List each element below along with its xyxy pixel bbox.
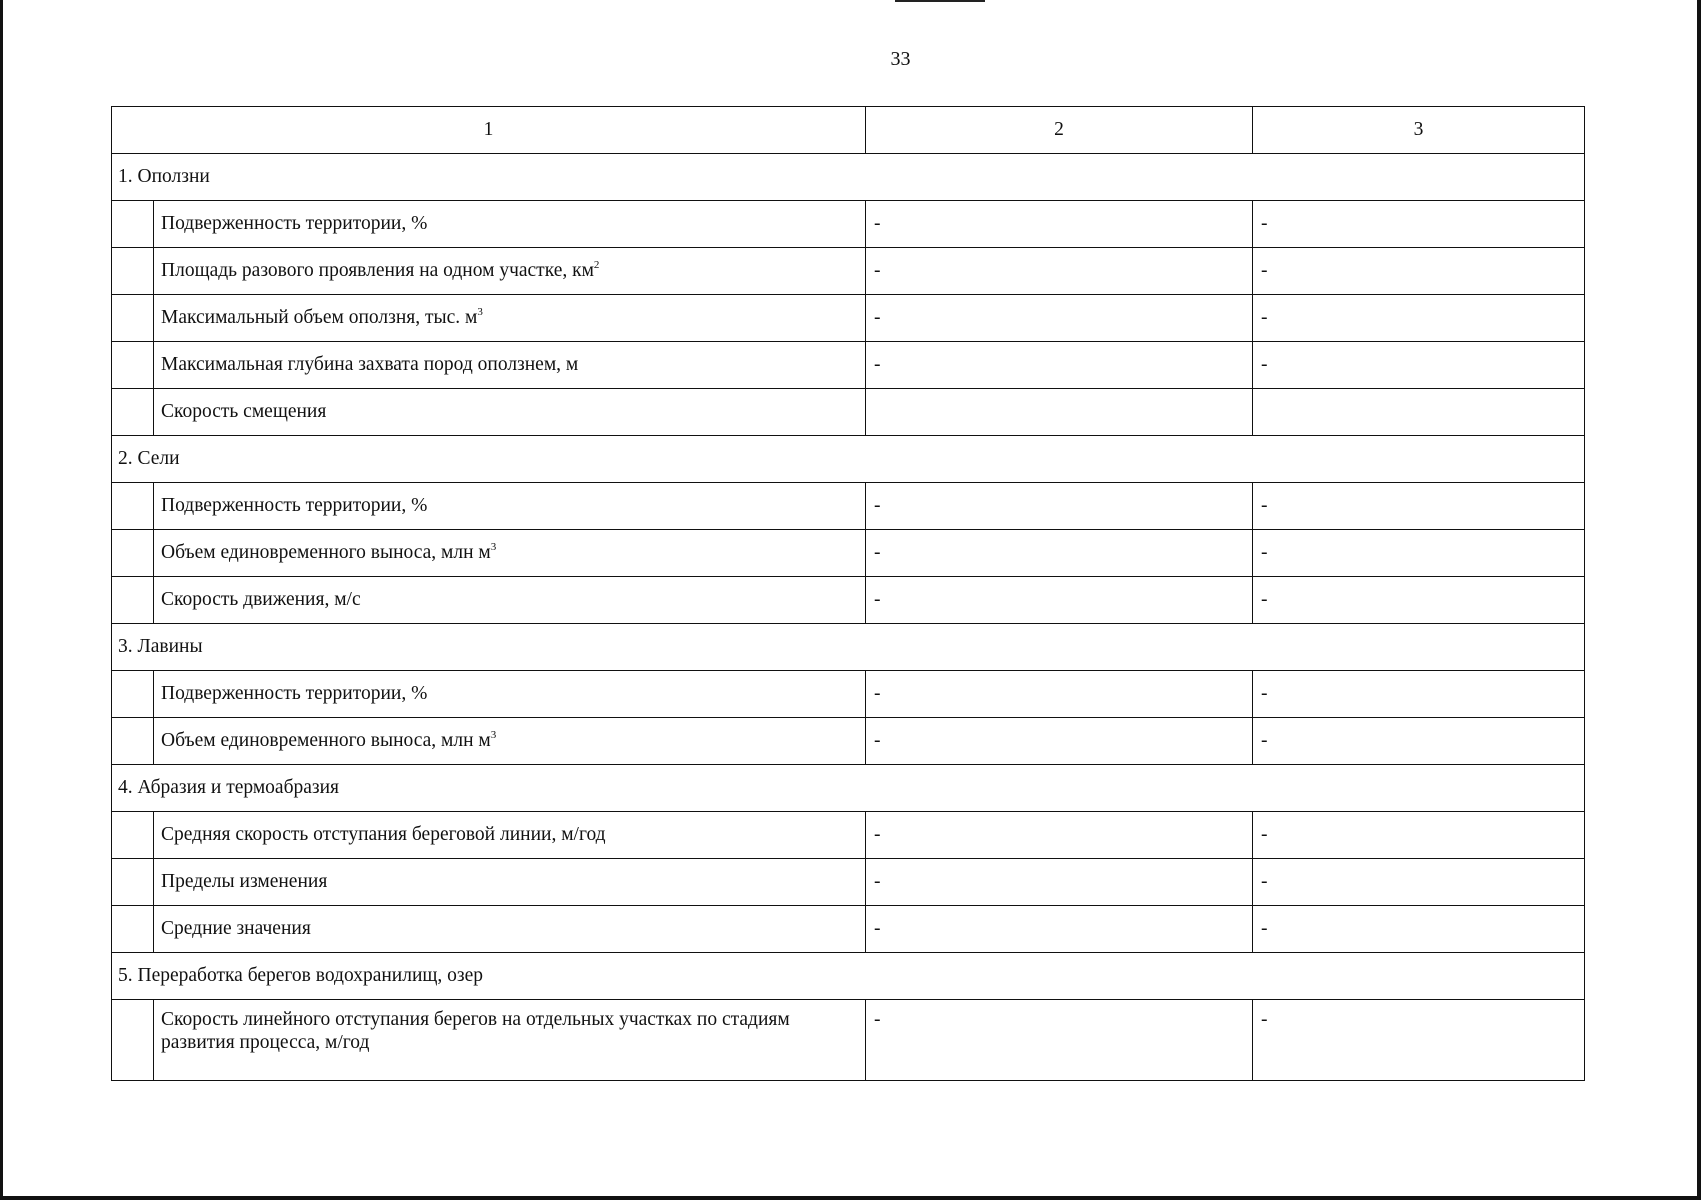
parameter-label-cell [154, 483, 866, 530]
value-col-2: - [866, 295, 1253, 342]
indent-cell [112, 906, 154, 953]
value-col-3 [1253, 389, 1585, 436]
section-title: 3. Лавины [112, 624, 1585, 671]
table-row [112, 671, 1585, 718]
indent-cell [112, 295, 154, 342]
scan-top-mark [895, 0, 985, 2]
parameter-label-cell [154, 295, 866, 342]
section-title: 2. Сели [112, 436, 1585, 483]
table-row [112, 906, 1585, 953]
table-row [112, 812, 1585, 859]
table-row [112, 859, 1585, 906]
table-row [112, 201, 1585, 248]
header-col-1: 1 [112, 107, 866, 154]
parameter-label: Подверженность территории, % [161, 495, 428, 517]
parameter-label: Объем единовременного выноса, млн м [161, 542, 491, 564]
scan-right-edge [1697, 0, 1701, 1200]
header-col-3: 3 [1253, 107, 1585, 154]
parameter-label-cell [154, 812, 866, 859]
parameter-label: Максимальная глубина захвата пород оползнем, м [161, 354, 579, 376]
table-row [112, 1000, 1585, 1081]
value-col-3: - [1253, 201, 1585, 248]
indent-cell [112, 1000, 154, 1081]
parameter-label-cell [154, 1000, 866, 1081]
value-col-3: - [1253, 859, 1585, 906]
parameter-label-cell [154, 248, 866, 295]
value-col-3: - [1253, 483, 1585, 530]
parameter-label-cell [154, 201, 866, 248]
section-title: 5. Переработка берегов водохранилищ, озер [112, 953, 1585, 1000]
parameter-label: Средняя скорость отступания береговой линии, м/год [161, 824, 606, 846]
value-col-2: - [866, 1000, 1253, 1081]
value-col-2: - [866, 718, 1253, 765]
table-header-row [112, 107, 1585, 154]
section-title: 1. Оползни [112, 154, 1585, 201]
table-row [112, 295, 1585, 342]
indent-cell [112, 718, 154, 765]
value-col-3: - [1253, 812, 1585, 859]
section-row [112, 436, 1585, 483]
table-row [112, 342, 1585, 389]
scan-bottom-edge [0, 1196, 1701, 1200]
parameter-label: Скорость смещения [161, 401, 327, 423]
indent-cell [112, 201, 154, 248]
hazard-parameters-table [111, 106, 1585, 1081]
value-col-2: - [866, 671, 1253, 718]
section-title: 4. Абразия и термоабразия [112, 765, 1585, 812]
indent-cell [112, 671, 154, 718]
parameter-label: Пределы изменения [161, 871, 328, 893]
indent-cell [112, 389, 154, 436]
table-row [112, 577, 1585, 624]
value-col-2: - [866, 530, 1253, 577]
parameter-label: Максимальный объем оползня, тыс. м [161, 307, 478, 329]
indent-cell [112, 483, 154, 530]
page-number: 33 [890, 48, 911, 70]
value-col-3: - [1253, 718, 1585, 765]
value-col-3: - [1253, 671, 1585, 718]
value-col-2: - [866, 859, 1253, 906]
value-col-3: - [1253, 248, 1585, 295]
parameter-label-cell [154, 671, 866, 718]
value-col-2: - [866, 906, 1253, 953]
parameter-label-cell [154, 859, 866, 906]
unit-exponent: 3 [477, 306, 483, 319]
unit-exponent: 3 [490, 729, 497, 742]
table-row [112, 248, 1585, 295]
parameter-label-cell [154, 577, 866, 624]
indent-cell [112, 859, 154, 906]
parameter-label-cell [154, 342, 866, 389]
value-col-3: - [1253, 1000, 1585, 1081]
parameter-label: Площадь разового проявления на одном участке, км [161, 260, 594, 282]
parameter-label: Подверженность территории, % [161, 213, 428, 235]
scan-left-edge [0, 0, 3, 1200]
parameter-label: Скорость линейного отступания берегов на отдельных участках по стадиям развития процесса, м/год [161, 1009, 790, 1054]
section-row [112, 765, 1585, 812]
value-col-2: - [866, 577, 1253, 624]
section-row [112, 624, 1585, 671]
value-col-2: - [866, 201, 1253, 248]
value-col-3: - [1253, 530, 1585, 577]
unit-exponent: 2 [593, 259, 600, 272]
value-col-2: - [866, 248, 1253, 295]
parameter-label: Объем единовременного выноса, млн м [161, 730, 491, 752]
parameter-label-cell [154, 530, 866, 577]
value-col-2: - [866, 483, 1253, 530]
table-row [112, 389, 1585, 436]
indent-cell [112, 812, 154, 859]
value-col-2: - [866, 812, 1253, 859]
parameter-label: Скорость движения, м/с [161, 589, 361, 611]
unit-exponent: 3 [490, 541, 497, 554]
table-body [112, 107, 1585, 1081]
table-row [112, 530, 1585, 577]
parameter-label: Средние значения [161, 918, 311, 940]
value-col-3: - [1253, 577, 1585, 624]
value-col-3: - [1253, 342, 1585, 389]
section-row [112, 154, 1585, 201]
indent-cell [112, 530, 154, 577]
section-row [112, 953, 1585, 1000]
parameter-label-cell [154, 718, 866, 765]
value-col-3: - [1253, 295, 1585, 342]
indent-cell [112, 577, 154, 624]
parameter-label: Подверженность территории, % [161, 683, 428, 705]
parameter-label-cell [154, 906, 866, 953]
table-row [112, 718, 1585, 765]
value-col-3: - [1253, 906, 1585, 953]
indent-cell [112, 342, 154, 389]
value-col-2 [866, 389, 1253, 436]
indent-cell [112, 248, 154, 295]
parameter-label-cell [154, 389, 866, 436]
table-row [112, 483, 1585, 530]
value-col-2: - [866, 342, 1253, 389]
header-col-2: 2 [866, 107, 1253, 154]
